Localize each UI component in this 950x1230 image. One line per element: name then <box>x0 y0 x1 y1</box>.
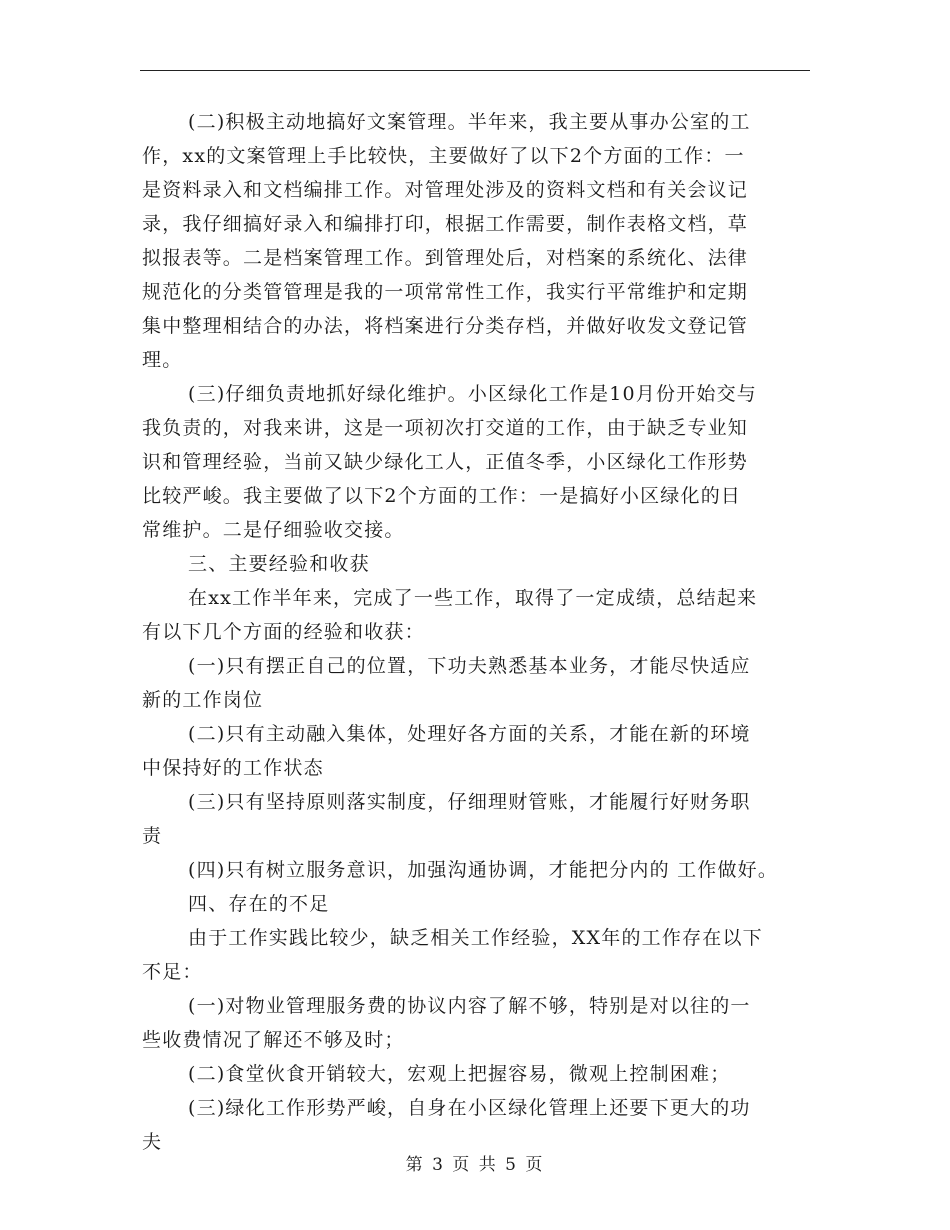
text-line: 作，xx的文案管理上手比较快，主要做好了以下2个方面的工作：一 <box>142 145 745 167</box>
text-line: 比较严峻。我主要做了以下2个方面的工作：一是搞好小区绿化的日 <box>142 485 742 507</box>
text-line: (二)积极主动地搞好文案管理。半年来，我主要从事办公室的工 <box>188 111 751 133</box>
text-line: (三)绿化工作形势严峻，自身在小区绿化管理上还要下更大的功 <box>188 1097 751 1119</box>
text-line: 不足： <box>142 961 203 983</box>
text-line: 我负责的，对我来讲，这是一项初次打交道的工作，由于缺乏专业知 <box>142 417 749 439</box>
text-line: 规范化的分类管管理是我的一项常常性工作，我实行平常维护和定期 <box>142 281 749 303</box>
text-line: (三)仔细负责地抓好绿化维护。小区绿化工作是10月份开始交与 <box>188 383 758 405</box>
text-line: 理。 <box>142 349 183 371</box>
text-line: 由于工作实践比较少，缺乏相关工作经验，XX年的工作存在以下 <box>188 927 763 949</box>
text-line: 是资料录入和文档编排工作。对管理处涉及的资料文档和有关会议记 <box>142 179 749 201</box>
text-line: 责 <box>142 825 163 847</box>
page-number-footer: 第 3 页 共 5 页 <box>405 1155 545 1175</box>
text-line: 集中整理相结合的办法，将档案进行分类存档，并做好收发文登记管 <box>142 315 749 337</box>
text-line: (二)食堂伙食开销较大，宏观上把握容易，微观上控制困难； <box>188 1063 731 1085</box>
text-line: (二)只有主动融入集体，处理好各方面的关系，才能在新的环境 <box>188 723 751 745</box>
text-line: 常维护。二是仔细验收交接。 <box>142 519 405 541</box>
text-line: (三)只有坚持原则落实制度，仔细理财管账，才能履行好财务职 <box>188 791 751 813</box>
text-line: 识和管理经验，当前又缺少绿化工人，正值冬季，小区绿化工作形势 <box>142 451 749 473</box>
text-line: 些收费情况了解还不够及时； <box>142 1029 405 1051</box>
text-line: 夫 <box>142 1131 163 1153</box>
text-line: 录，我仔细搞好录入和编排打印，根据工作需要，制作表格文档，草 <box>142 213 749 235</box>
text-line: 中保持好的工作状态 <box>142 757 324 779</box>
text-line: (一)只有摆正自己的位置，下功夫熟悉基本业务，才能尽快适应 <box>188 655 751 677</box>
text-line: 拟报表等。二是档案管理工作。到管理处后，对档案的系统化、法律 <box>142 247 749 269</box>
text-line: 新的工作岗位 <box>142 689 264 711</box>
text-line: 在xx工作半年来，完成了一些工作，取得了一定成绩，总结起来 <box>188 587 758 609</box>
section-heading: 三、主要经验和收获 <box>188 553 370 575</box>
text-line: 有以下几个方面的经验和收获： <box>142 621 425 643</box>
text-line: (四)只有树立服务意识，加强沟通协调，才能把分内的 工作做好。 <box>188 859 779 881</box>
section-heading: 四、存在的不足 <box>188 893 330 915</box>
text-line: (一)对物业管理服务费的协议内容了解不够，特别是对以往的一 <box>188 995 751 1017</box>
header-rule <box>140 70 810 71</box>
